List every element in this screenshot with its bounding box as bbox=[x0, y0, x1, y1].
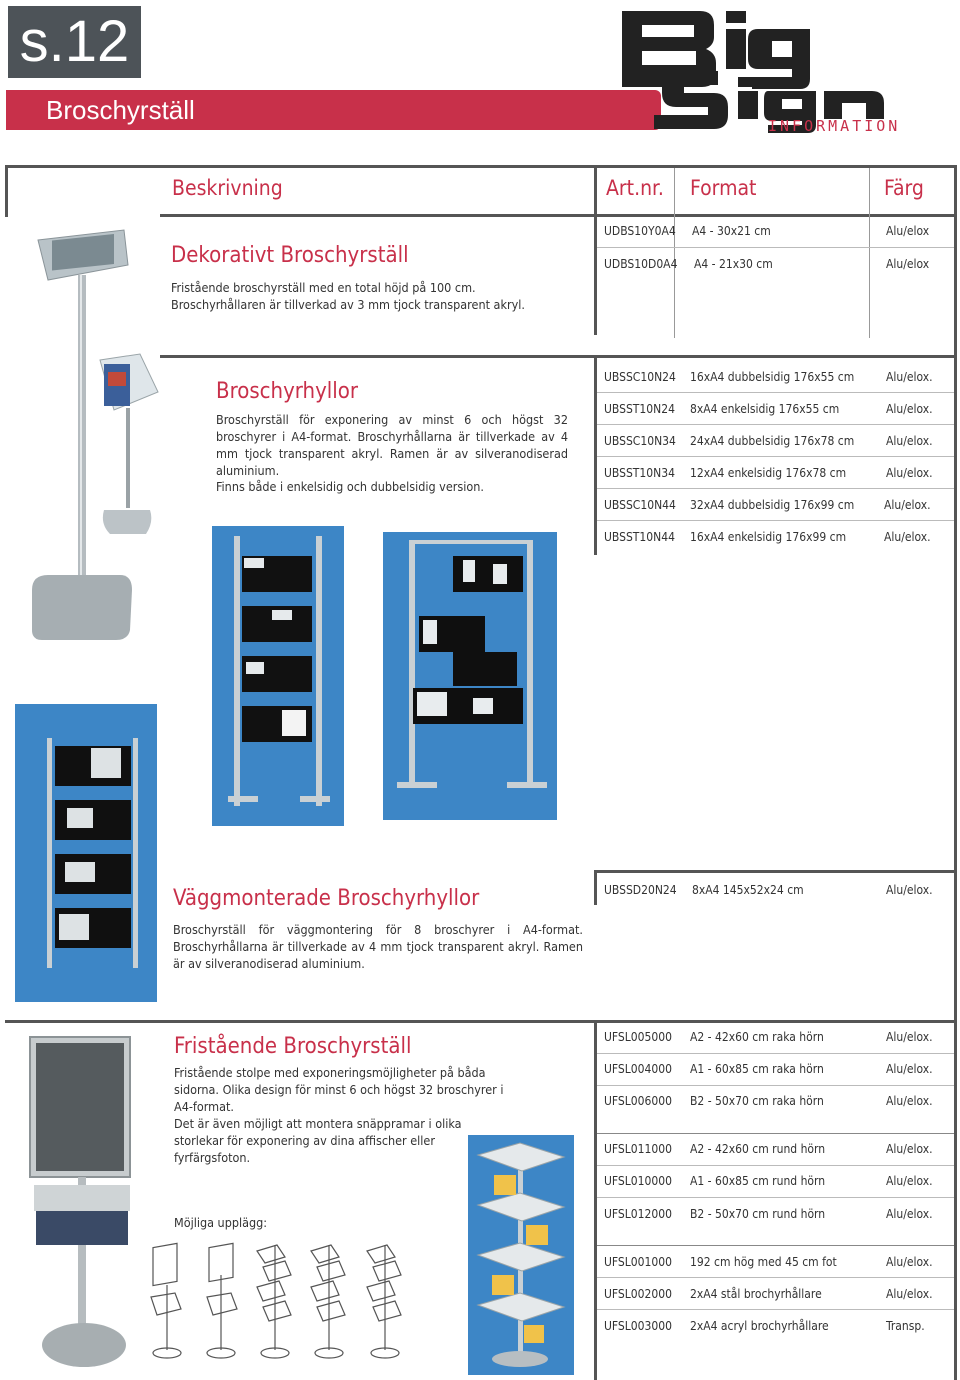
section-note-broschyrhyllor: Finns både i enkelsidig och dubbelsidig version. bbox=[216, 479, 484, 494]
color: Alu/elox. bbox=[884, 530, 931, 544]
format: 24xA4 dubbelsidig 176x78 cm bbox=[690, 434, 855, 448]
row-sep bbox=[597, 1053, 954, 1054]
separator-2 bbox=[160, 355, 957, 358]
page-number-badge: s.12 bbox=[8, 6, 141, 78]
row-sep bbox=[597, 392, 954, 393]
frame-left-border bbox=[5, 165, 8, 217]
color: Alu/elox bbox=[886, 224, 930, 238]
col-header-format: Format bbox=[690, 176, 757, 200]
format: 32xA4 dubbelsidig 176x99 cm bbox=[690, 498, 855, 512]
color: Alu/elox. bbox=[886, 1207, 933, 1221]
section-desc-fristaende: Fristående stolpe med exponeringsmöjligheter på båda sidorna. Olika design för minst 6 och högst 32 broschyrer i A4-format. bbox=[174, 1065, 504, 1114]
color: Alu/elox. bbox=[886, 1062, 933, 1076]
separator-4 bbox=[5, 1020, 957, 1023]
col-divider-art bbox=[594, 165, 597, 335]
shelf-rack-photo-1 bbox=[212, 526, 344, 826]
shelf-rack-photo-2 bbox=[383, 532, 557, 820]
col-divider-art-4 bbox=[594, 1020, 597, 1380]
format: 8xA4 enkelsidig 176x55 cm bbox=[690, 402, 840, 416]
color: Alu/elox. bbox=[886, 883, 933, 897]
frame-top-border bbox=[5, 165, 957, 168]
art-nr: UBSST10N44 bbox=[604, 530, 675, 544]
color: Transp. bbox=[886, 1319, 925, 1333]
svg-text:INFORMATION: INFORMATION bbox=[768, 117, 901, 133]
section-desc-vaggmonterade: Broschyrställ för väggmontering för 8 broschyrer i A4-format. Broschyrhållarna är tillverkade av 4 mm tjock transparent akryl. Ramen är av silveranodiserad aluminium. bbox=[173, 922, 583, 971]
color: Alu/elox. bbox=[886, 402, 933, 416]
row-sep bbox=[597, 1197, 954, 1198]
art-nr: UFSL005000 bbox=[604, 1030, 672, 1044]
row-sep bbox=[597, 488, 954, 489]
format: A4 - 21x30 cm bbox=[694, 257, 773, 271]
options-label: Möjliga upplägg: bbox=[174, 1215, 268, 1230]
color: Alu/elox. bbox=[886, 1287, 933, 1301]
row-sep bbox=[597, 1085, 954, 1086]
row-sep bbox=[597, 456, 954, 457]
separator-3 bbox=[594, 870, 957, 873]
col-header-art-nr: Art.nr. bbox=[606, 176, 664, 200]
row-sep bbox=[597, 1309, 954, 1310]
row-sep bbox=[597, 1165, 954, 1166]
art-nr: UFSL004000 bbox=[604, 1062, 672, 1076]
col-divider-color bbox=[869, 168, 870, 338]
section-title-broschyrhyllor: Broschyrhyllor bbox=[216, 379, 359, 404]
format: A4 - 30x21 cm bbox=[692, 224, 771, 238]
art-nr: UBSST10N34 bbox=[604, 466, 675, 480]
row-sep bbox=[597, 247, 954, 248]
art-nr: UBSST10N24 bbox=[604, 402, 675, 416]
section-title-fristaende: Fristående Broschyrställ bbox=[174, 1034, 412, 1059]
art-nr: UFSL002000 bbox=[604, 1287, 672, 1301]
art-nr: UFSL012000 bbox=[604, 1207, 672, 1221]
col-header-description: Beskrivning bbox=[172, 176, 283, 200]
section-note-fristaende: Det är även möjligt att montera snäppramar i olika storlekar för exponering av dina affischer eller fyrfärgsfoton. bbox=[174, 1116, 462, 1165]
art-nr: UBSSC10N24 bbox=[604, 370, 676, 384]
row-sep bbox=[597, 424, 954, 425]
color: Alu/elox. bbox=[886, 434, 933, 448]
color: Alu/elox. bbox=[884, 498, 931, 512]
format: 8xA4 145x52x24 cm bbox=[692, 883, 804, 897]
row-sep bbox=[597, 1277, 954, 1278]
col-divider-art-3 bbox=[594, 870, 597, 905]
row-sep bbox=[597, 1133, 954, 1134]
color: Alu/elox. bbox=[886, 370, 933, 384]
art-nr: UFSL006000 bbox=[604, 1094, 672, 1108]
format: B2 - 50x70 cm rund hörn bbox=[690, 1207, 826, 1221]
art-nr: UFSL003000 bbox=[604, 1319, 672, 1333]
art-nr: UBSSD20N24 bbox=[604, 883, 677, 897]
art-nr: UFSL001000 bbox=[604, 1255, 672, 1269]
color: Alu/elox. bbox=[886, 1174, 933, 1188]
format: 192 cm hög med 45 cm fot bbox=[690, 1255, 837, 1269]
color: Alu/elox. bbox=[886, 1142, 933, 1156]
format: B2 - 50x70 cm raka hörn bbox=[690, 1094, 824, 1108]
brochure-tree-photo bbox=[468, 1135, 574, 1375]
acrylic-holder-image bbox=[96, 352, 160, 540]
format: 12xA4 enkelsidig 176x78 cm bbox=[690, 466, 847, 480]
format: A1 - 60x85 cm raka hörn bbox=[690, 1062, 824, 1076]
wall-rack-photo bbox=[15, 704, 157, 1002]
art-nr: UFSL011000 bbox=[604, 1142, 672, 1156]
section-title-band: Broschyrställ bbox=[6, 90, 661, 130]
color: Alu/elox. bbox=[886, 1094, 933, 1108]
section-desc-dekorativt: Fristående broschyrställ med en total höjd på 100 cm. Broschyrhållaren är tillverkad av 3 mm tjock transparent akryl. bbox=[171, 280, 525, 312]
format: A2 - 42x60 cm raka hörn bbox=[690, 1030, 824, 1044]
possible-configurations-sketch bbox=[145, 1235, 445, 1365]
snap-frame-stand-image bbox=[28, 1035, 138, 1375]
color: Alu/elox. bbox=[886, 1255, 933, 1269]
format: 2xA4 acryl brochyrhållare bbox=[690, 1319, 829, 1333]
art-nr: UFSL010000 bbox=[604, 1174, 672, 1188]
color: Alu/elox bbox=[886, 257, 930, 271]
section-title-vaggmonterade: Väggmonterade Broschyrhyllor bbox=[173, 886, 480, 911]
section-title-dekorativt: Dekorativt Broschyrställ bbox=[171, 243, 409, 268]
format: 2xA4 stål brochyrhållare bbox=[690, 1287, 822, 1301]
format: A1 - 60x85 cm rund hörn bbox=[690, 1174, 826, 1188]
art-nr: UBSSC10N44 bbox=[604, 498, 676, 512]
col-header-color: Färg bbox=[884, 176, 924, 200]
big-sign-logo bbox=[618, 5, 952, 133]
color: Alu/elox. bbox=[886, 1030, 933, 1044]
row-sep bbox=[597, 1245, 954, 1246]
col-divider-format bbox=[674, 168, 675, 338]
row-sep bbox=[597, 520, 954, 521]
art-nr: UBSSC10N34 bbox=[604, 434, 676, 448]
color: Alu/elox. bbox=[886, 466, 933, 480]
art-nr: UDBS10Y0A4 bbox=[604, 224, 676, 238]
format: A2 - 42x60 cm rund hörn bbox=[690, 1142, 826, 1156]
col-divider-art-2 bbox=[594, 355, 597, 555]
art-nr: UDBS10D0A4 bbox=[604, 257, 678, 271]
header-bottom-border bbox=[160, 214, 957, 217]
format: 16xA4 enkelsidig 176x99 cm bbox=[690, 530, 847, 544]
frame-right-border bbox=[954, 165, 957, 1380]
section-desc-broschyrhyllor: Broschyrställ för exponering av minst 6 och högst 32 broschyrer i A4-format. Broschyrhållarna är tillverkade av 4 mm tjock transparent akryl. Ramen är av silveranodiserad aluminium. bbox=[216, 412, 568, 478]
format: 16xA4 dubbelsidig 176x55 cm bbox=[690, 370, 855, 384]
